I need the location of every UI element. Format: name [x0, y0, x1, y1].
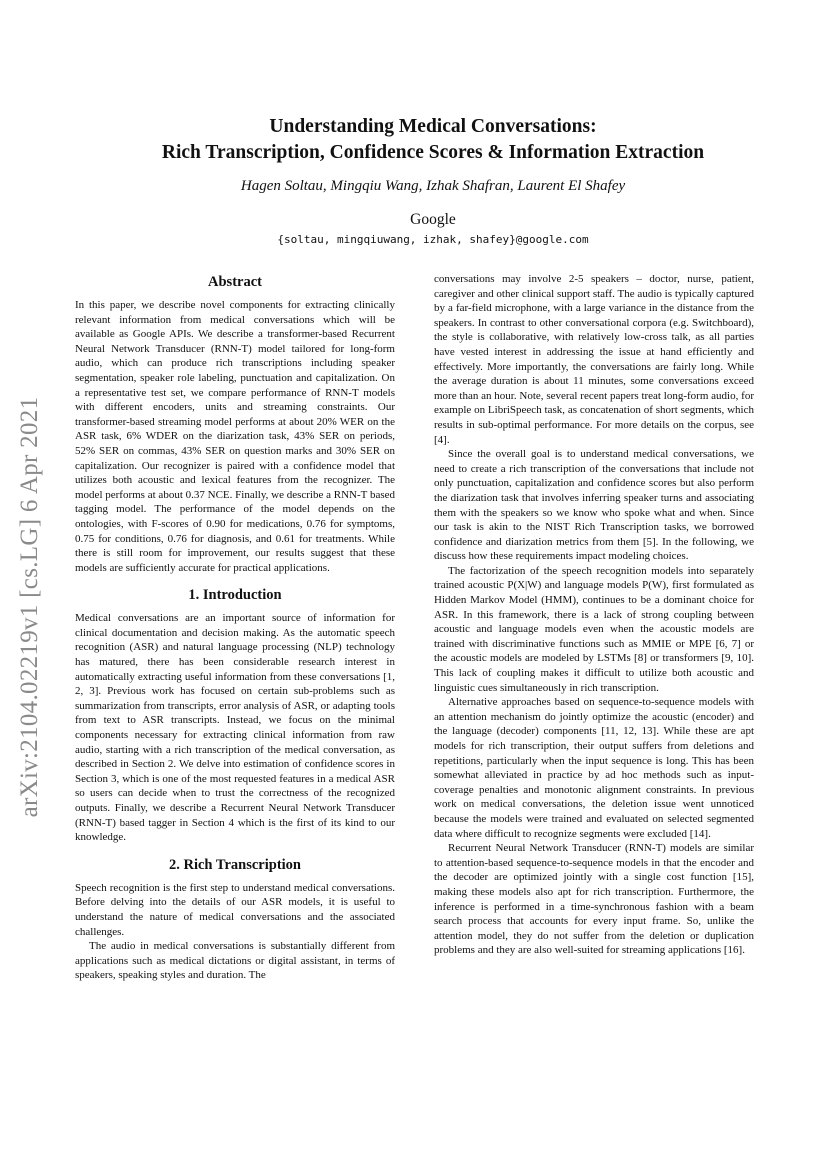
body-paragraph-rnnt: Recurrent Neural Network Transducer (RNN-T) models are similar to attention-based sequence-to-sequence models in that the encoder and the decoder are optimized jointly with a single cost function [15], making these models also apt for rich transcription. Furthermore, the inference is performed in a time-synchronous fashion with a beam search process that accounts for every input frame. So, unlike the attention model, they do not suffer from the deletion or duplication problems and they are also well-suited for streaming applications [16].: [434, 842, 754, 957]
title-line-2: Rich Transcription, Confidence Scores & Information Extraction: [161, 142, 705, 163]
introduction-heading: 1. Introduction: [188, 587, 282, 604]
rich-transcription-heading: 2. Rich Transcription: [169, 856, 301, 873]
abstract-text: In this paper, we describe novel components for extracting clinically relevant information from medical conversations which will be available as Google APIs. We describe a transformer-based Recurrent Neural Network Transducer (RNN-T) model tailored for long-form audio, which can produce rich transcriptions including speaker segmentation, speaker role labeling, punctuation and capitalization. On a representative test set, we compare performance of RNN-T models with different encoders, units and streaming constraints. Our transformer-based streaming model performs at about 20% WER on the ASR task, 6% WDER on the diarization task, 43% SER on periods, 52% SER on commas, 43% SER on question marks and 30% SER on capitalization. Our recognizer is paired with a confidence model that utilizes both acoustic and lexical features from the recognizer. The model performs at about 0.37 NCE. Finally, we describe a RNN-T based tagging model. The performance of the model depends on the ontologies, with F-scores of 0.90 for medications, 0.76 for symptoms, 0.75 for conditions, 0.76 for diagnosis, and 0.61 for treatments. While there is still room for improvement, our results suggest that these models are sufficiently accurate for practical applications.: [75, 299, 395, 574]
right-column: [434, 272, 754, 958]
abstract-heading: Abstract: [208, 274, 262, 290]
paper-title: [100, 114, 766, 166]
body-paragraph-factorization: The factorization of the speech recognition models into separately trained acoustic P(X|W) and language models P(W), first formulated as Hidden Markov Model (HMM), continues to be a dominant choice for ASR. In this framework, there is a lack of strong coupling between acoustic and language models even when the acoustic models are trained with discriminative functions such as MMIE or MPE [6, 7] or the acoustic models are modeled by LSTMs [8] or transformers [9, 10]. This lack of coupling makes it difficult to utilize both acoustic and linguistic cues simultaneously in rich transcription.: [434, 564, 754, 694]
arxiv-margin-stamp: [18, 372, 42, 842]
body-paragraph-speakers: conversations may involve 2-5 speakers – doctor, nurse, patient, caregiver and other clinical support staff. The audio is typically captured by a far-field microphone, with a large variance in the distance from the speakers. In contrast to other conversational corpora (e.g. Switchboard), the style is collaborative, with relatively low-cross talk, as all parties have vested interest in addressing the issue at hand efficiently and effectively. More importantly, the conversations are fairly long. While the average duration is about 11 minutes, some conversations exceed more than an hour. Note, several recent papers treat long-form audio, for example on LibriSpeech task, as concatenation of short segments, which results in sub-optimal performance. For more details on the corpus, see [4].: [434, 273, 754, 446]
title-line-1: Understanding Medical Conversations:: [269, 116, 597, 137]
author-list: Hagen Soltau, Mingqiu Wang, Izhak Shafran, Laurent El Shafey: [240, 178, 626, 194]
author-emails: {soltau, mingqiuwang, izhak, shafey}@google.com: [277, 233, 589, 246]
body-paragraph-goal: Since the overall goal is to understand medical conversations, we need to create a rich transcription of the conversations that include not only punctuation, capitalization and confidence scores but also perform the diarization task that involves inferring speaker turns and associating them with the speakers so we know who spoke what and when. Since our task is akin to the NIST Rich Transcription tasks, we borrowed confidence and diarization metrics from them [5]. In the following, we discuss how these requirements impact modeling choices.: [434, 448, 754, 563]
rich-transcription-paragraph-2: The audio in medical conversations is substantially different from applications such as medical dictations or digital assistant, in terms of speakers, speaking styles and duration. The: [75, 940, 395, 982]
rich-transcription-paragraph-1: Speech recognition is the first step to understand medical conversations. Before delving into the details of our ASR models, it is useful to understand the nature of medical conversations and the associated challenges.: [75, 881, 395, 938]
introduction-paragraph: Medical conversations are an important source of information for clinical documentation and decision making. As the automatic speech recognition (ASR) and natural language processing (NLP) technology has matured, there has been considerable research interest in automatically extracting useful information from these conversations [1, 2, 3]. Previous work has focused on certain sub-problems such as summarization from transcripts, error analysis of ASR, or adapting tools from text to ASR transcripts. Instead, we focus on the minimal components necessary for extracting clinical information from raw audio, starting with a rich transcription of the medical conversation, as described in Section 2. We delve into estimation of confidence scores in Section 3, which is one of the most requested features in a medical ASR so users can decide when to trust the correctness of the recognized outputs. Finally, we describe a Recurrent Neural Network Transducer (RNN-T) based tagger in Section 4 which is the first of its kind to our knowledge.: [75, 612, 395, 844]
body-paragraph-seq2seq: Alternative approaches based on sequence-to-sequence models with an attention mechanism do jointly optimize the acoustic (encoder) and the language (decoder) components [11, 12, 13]. While these are apt models for rich transcription, their output suffers from deletions and repetitions, particularly when the input sequence is long. This has been somewhat alleviated in practice by ad hoc methods such as input-coverage penalties and monotonic alignment constraints. In previous work on medical conversations, the deletion issue went unnoticed because the models were trained and evaluated on selected segmented data where difficult to recognize segments were excluded [14].: [434, 696, 754, 840]
left-column: [75, 272, 395, 983]
affiliation: Google: [410, 211, 456, 228]
arxiv-identifier: arXiv:2104.02219v1 [cs.LG] 6 Apr 2021: [16, 396, 43, 818]
